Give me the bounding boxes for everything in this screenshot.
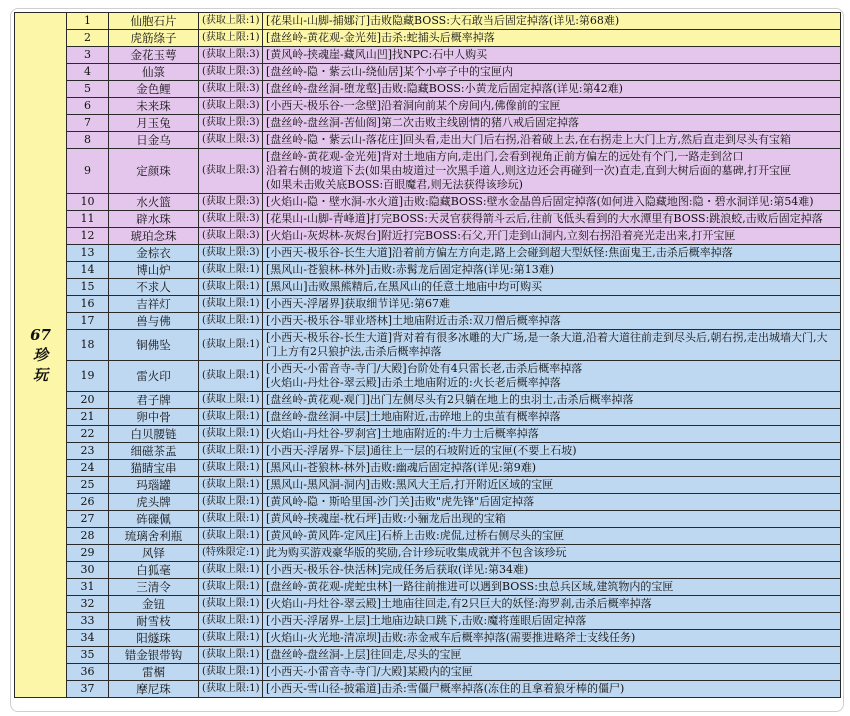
description-line: [黄风岭-黄风阵-定风庄]石桥上击败:虎侃,过桥右侧尽头的宝匣 [266,529,565,542]
table-row [15,664,841,681]
acquire-limit: (获取上限:1) [199,681,263,698]
acquire-limit: (获取上限:1) [199,30,263,47]
item-name: 雷榍 [109,664,199,681]
description-line: [小西天-浮屠界-上层]土地庙边缺口跳下,击败:魔将莲眼后固定掉落 [266,614,587,627]
acquire-limit: (获取上限:1) [199,477,263,494]
acquire-limit: (获取上限:1) [199,426,263,443]
collectibles-table [14,12,841,698]
acquire-limit: (获取上限:3) [199,132,263,149]
item-name: 不求人 [109,279,199,296]
item-description [263,132,841,149]
table-row [15,313,841,330]
description-line: [火焰山-隐・壁水洞-水火道]击败:隐藏BOSS:壁水金晶兽后固定掉落(如何进入隐藏地图:隐・碧水洞详见:第54难) [266,195,814,208]
table-row [15,630,841,647]
description-line: [火焰山-丹灶谷-罗刹宫]土地庙附近的:牛力士后概率掉落 [266,427,539,440]
item-description [263,361,841,392]
table-row [15,296,841,313]
table-row [15,511,841,528]
item-description [263,460,841,477]
row-number: 21 [67,409,109,426]
item-description [263,262,841,279]
acquire-limit: (获取上限:3) [199,47,263,64]
item-name: 卵中骨 [109,409,199,426]
item-description [263,443,841,460]
table-row [15,330,841,361]
description-line: [小西天-极乐谷-一念壁]沿着洞向前某个房间内,佛像前的宝匣 [266,99,561,112]
row-number: 26 [67,494,109,511]
acquire-limit: (获取上限:3) [199,98,263,115]
description-line: [盘丝岭-黄花观-金光苑]击杀:蛇捕头后概率掉落 [266,31,495,44]
description-line: [盘丝岭-盘丝洞-堕龙壑]击败:隐藏BOSS:小黄龙后固定掉落(详见:第42难) [266,82,623,95]
table-row [15,460,841,477]
acquire-limit: (获取上限:1) [199,330,263,361]
table-row [15,81,841,98]
description-line: [火焰山-火光地-清凉坝]击败:赤金戒车后概率掉落(需要推进略斧士支线任务) [266,631,636,644]
acquire-limit: (获取上限:1) [199,279,263,296]
description-line: [黄风岭-挟魂崖-枕石坪]击败:小骊龙后出现的宝箱 [266,512,506,525]
table-row [15,13,841,30]
item-description [263,392,841,409]
item-description [263,426,841,443]
row-number: 13 [67,245,109,262]
item-description [263,630,841,647]
table-row [15,228,841,245]
row-number: 25 [67,477,109,494]
description-line: [小西天-小雷音寺-寺门/大殿]台阶处有4只雷长老,击杀后概率掉落 [266,362,583,375]
acquire-limit: (获取上限:1) [199,579,263,596]
item-name: 虎筋绦子 [109,30,199,47]
item-description [263,681,841,698]
acquire-limit: (获取上限:1) [199,361,263,392]
acquire-limit: (获取上限:1) [199,296,263,313]
table-row [15,64,841,81]
item-name: 猫睛宝串 [109,460,199,477]
row-number: 22 [67,426,109,443]
table-row [15,115,841,132]
acquire-limit: (获取上限:1) [199,528,263,545]
acquire-limit: (获取上限:3) [199,115,263,132]
item-description [263,98,841,115]
item-name: 未来珠 [109,98,199,115]
description-line: 门上方有2只狼护法,击杀后概率掉落 [266,345,442,358]
item-name: 日金乌 [109,132,199,149]
item-description [263,562,841,579]
description-line: [火焰山-丹灶谷-翠云殿]击杀土地庙附近的:火长老后概率掉落 [266,376,561,389]
acquire-limit: (获取上限:3) [199,211,263,228]
description-line: [盘丝岭-隐・紫云山-绕仙居]某个小亭子中的宝匣内 [266,65,514,78]
row-number: 4 [67,64,109,81]
row-number: 27 [67,511,109,528]
row-number: 19 [67,361,109,392]
acquire-limit: (获取上限:1) [199,313,263,330]
item-description [263,477,841,494]
table-row [15,477,841,494]
table-row [15,562,841,579]
table-frame [10,8,844,712]
row-number: 33 [67,613,109,630]
table-row [15,579,841,596]
acquire-limit: (获取上限:1) [199,511,263,528]
table-row [15,443,841,460]
table-row [15,211,841,228]
acquire-limit: (获取上限:1) [199,647,263,664]
row-number: 15 [67,279,109,296]
item-name: 细磁茶盂 [109,443,199,460]
row-number: 31 [67,579,109,596]
row-number: 35 [67,647,109,664]
table-row [15,30,841,47]
item-name: 错金银带钩 [109,647,199,664]
description-line: [小西天-雪山径-披霜道]击杀:雪僵尸概率掉落(冻住的且拿着狼牙棒的僵尸) [266,682,625,695]
table-row [15,47,841,64]
category-label: 珍 [32,346,48,364]
item-name: 仙箓 [109,64,199,81]
item-description [263,194,841,211]
acquire-limit: (获取上限:1) [199,494,263,511]
acquire-limit: (获取上限:1) [199,443,263,460]
table-row [15,361,841,392]
acquire-limit: (获取上限:1) [199,409,263,426]
item-description [263,647,841,664]
row-number: 29 [67,545,109,562]
acquire-limit: (获取上限:1) [199,630,263,647]
description-line: [花果山-山脚-青峰道]打完BOSS:天灵官获得箭斗云后,往前飞低头看到的大水潭里有BOSS:跳浪蛟,击败后固定掉落 [266,212,823,225]
table-row [15,545,841,562]
acquire-limit: (获取上限:3) [199,64,263,81]
description-line: [盘丝岭-盘丝洞-上层]往回走,尽头的宝匣 [266,648,462,661]
row-number: 23 [67,443,109,460]
item-description [263,613,841,630]
item-name: 雷火印 [109,361,199,392]
row-number: 18 [67,330,109,361]
item-description [263,313,841,330]
item-description [263,664,841,681]
table-row [15,392,841,409]
acquire-limit: (获取上限:1) [199,613,263,630]
item-name: 博山炉 [109,262,199,279]
item-name: 辟水珠 [109,211,199,228]
category-label: 67 [30,326,51,344]
acquire-limit: (获取上限:1) [199,562,263,579]
item-description [263,81,841,98]
description-line: [小西天-极乐谷-长生大道]背对着有很多冰雕的大广场,是一条大道,沿着大道往前走到尽头后,朝右拐,走出城墙大门,大 [266,331,828,344]
table-row [15,528,841,545]
row-number: 32 [67,596,109,613]
description-line: [小西天-极乐谷-长生大道]沿着前方偏左方向走,路上会碰到超大型妖怪:焦面鬼王,击杀后概率掉落 [266,246,733,259]
item-description [263,30,841,47]
item-name: 铜佛坠 [109,330,199,361]
acquire-limit: (获取上限:1) [199,460,263,477]
acquire-limit: (获取上限:3) [199,149,263,194]
row-number: 11 [67,211,109,228]
item-description [263,47,841,64]
item-name: 玛瑙罐 [109,477,199,494]
row-number: 34 [67,630,109,647]
item-name: 三清令 [109,579,199,596]
row-number: 36 [67,664,109,681]
row-number: 24 [67,460,109,477]
row-number: 14 [67,262,109,279]
acquire-limit: (获取上限:3) [199,194,263,211]
item-name: 琉璃舍利瓶 [109,528,199,545]
item-name: 定颜珠 [109,149,199,194]
row-number: 28 [67,528,109,545]
acquire-limit: (获取上限:3) [199,228,263,245]
description-line: [黑风山-苍狼林-林外]击败:幽魂后固定掉落(详见:第9难) [266,461,537,474]
acquire-limit: (获取上限:1) [199,262,263,279]
item-description [263,115,841,132]
item-description [263,579,841,596]
item-description [263,211,841,228]
table-row [15,245,841,262]
table-row [15,98,841,115]
description-line: [黑风山-黑风洞-洞内]击败:黑风大王后,打开附近区域的宝匣 [266,478,554,491]
item-description [263,330,841,361]
description-line: [小西天-浮屠界-下层]通往上一层的石坡附近的宝匣(不要上石坡) [266,444,577,457]
item-description [263,64,841,81]
item-name: 君子牌 [109,392,199,409]
item-description [263,528,841,545]
acquire-limit: (特殊限定:1) [199,545,263,562]
description-line: [黄风岭-隐・斯哈里国-沙门关]击败"虎先锋"后固定掉落 [266,495,535,508]
row-number: 8 [67,132,109,149]
row-number: 20 [67,392,109,409]
item-description [263,494,841,511]
description-line: [火焰山-灰烬林-灰烬台]附近打完BOSS:石父,开门走到山洞内,立刻右拐沿着亮光走出来,打开宝匣 [266,229,736,242]
item-description [263,13,841,30]
item-description [263,296,841,313]
item-name: 耐雪枝 [109,613,199,630]
item-name: 阳燧珠 [109,630,199,647]
item-name: 金钮 [109,596,199,613]
item-description [263,149,841,194]
description-line: [小西天-浮屠界]获取细节详见:第67难 [266,297,451,310]
row-number: 17 [67,313,109,330]
table-row [15,494,841,511]
table-row [15,681,841,698]
item-name: 虎头牌 [109,494,199,511]
acquire-limit: (获取上限:1) [199,13,263,30]
item-name: 吉祥灯 [109,296,199,313]
item-name: 兽与佛 [109,313,199,330]
table-row [15,279,841,296]
description-line: 此为购买游戏豪华版的奖励,合计珍玩收集成就并不包含该珍玩 [266,546,567,559]
description-line: [盘丝岭-隐・紫云山-落花庄]回头看,走出大门后右拐,沿着破上去,在右拐走上大门上方,然后直走到尽头有宝箱 [266,133,791,146]
row-number: 3 [67,47,109,64]
table-row [15,149,841,194]
row-number: 1 [67,13,109,30]
description-line: [小西天-小雷音寺-寺门/大殿]某殿内的宝匣 [266,665,473,678]
description-line: [小西天-极乐谷-罪业塔林]土地庙附近击杀:双刀僧后概率掉落 [266,314,561,327]
row-number: 10 [67,194,109,211]
acquire-limit: (获取上限:3) [199,81,263,98]
acquire-limit: (获取上限:1) [199,392,263,409]
item-description [263,279,841,296]
item-name: 仙胞石片 [109,13,199,30]
description-line: [盘丝岭-盘丝洞-中层]土地庙附近,击碎地上的虫茧有概率掉落 [266,410,561,423]
item-description [263,545,841,562]
description-line: [盘丝岭-黄花观-虎蛇虫林]一路往前推进可以遇到BOSS:虫总兵区域,建筑物内的宝匣 [266,580,674,593]
table-row [15,262,841,279]
row-number: 12 [67,228,109,245]
category-label: 玩 [32,366,48,384]
item-description [263,245,841,262]
table-row [15,194,841,211]
item-name: 金棕衣 [109,245,199,262]
item-name: 水火篮 [109,194,199,211]
table-body [15,13,841,698]
description-line: [黑风山-苍狼林-林外]击败:赤髯龙后固定掉落(详见:第13难) [266,263,555,276]
acquire-limit: (获取上限:1) [199,664,263,681]
row-number: 37 [67,681,109,698]
item-name: 风铎 [109,545,199,562]
item-description [263,228,841,245]
description-line: [花果山-山脚-捕娜汀]击败隐藏BOSS:大石敢当后固定掉落(详见:第68难) [266,14,620,27]
description-line: [盘丝岭-黄花观-金光苑]背对土地庙方向,走出门,会看到视角正前方偏左的远处有个门,一路走到岔口 [266,150,744,163]
table-row [15,132,841,149]
description-line: [黑风山]击败黑熊精后,在黑风山的任意土地庙中均可购买 [266,280,543,293]
acquire-limit: (获取上限:1) [199,596,263,613]
table-row [15,613,841,630]
row-number: 16 [67,296,109,313]
item-name: 摩尼珠 [109,681,199,698]
description-line: [小西天-极乐谷-快活林]完成任务后获取(详见:第34难) [266,563,529,576]
item-description [263,511,841,528]
row-number: 7 [67,115,109,132]
item-name: 砗磲佩 [109,511,199,528]
description-line: [黄风岭-挟魂崖-藏风山凹]找NPC:石中人购买 [266,48,488,61]
description-line: [火焰山-丹灶谷-翠云殿]土地庙往回走,有2只巨大的妖怪:海罗刹,击杀后概率掉落 [266,597,652,610]
item-name: 金花玉萼 [109,47,199,64]
table-row [15,647,841,664]
table-row [15,409,841,426]
description-line: [盘丝岭-黄花观-观门]出门左侧尽头有2只躺在地上的虫羽士,击杀后概率掉落 [266,393,634,406]
acquire-limit: (获取上限:3) [199,245,263,262]
table-row [15,596,841,613]
item-description [263,409,841,426]
item-name: 琥珀念珠 [109,228,199,245]
row-number: 30 [67,562,109,579]
row-number: 2 [67,30,109,47]
item-description [263,596,841,613]
category-cell [15,13,67,698]
description-line: (如果未击败关底BOSS:百眼魔君,则无法获得该珍玩) [266,178,523,191]
item-name: 月玉兔 [109,115,199,132]
row-number: 5 [67,81,109,98]
row-number: 6 [67,98,109,115]
row-number: 9 [67,149,109,194]
item-name: 白狐毫 [109,562,199,579]
item-name: 金色鲤 [109,81,199,98]
description-line: 沿着右侧的坡道下去(如果由坡道过一次黑手道人,则这边还会再碰到一次)直走,直到大树后面的墓碑,打开宝匣 [266,164,792,177]
table-row [15,426,841,443]
description-line: [盘丝岭-盘丝洞-苦仙阁]第二次击败主线剧情的猪八戒后固定掉落 [266,116,580,129]
item-name: 白贝腰链 [109,426,199,443]
